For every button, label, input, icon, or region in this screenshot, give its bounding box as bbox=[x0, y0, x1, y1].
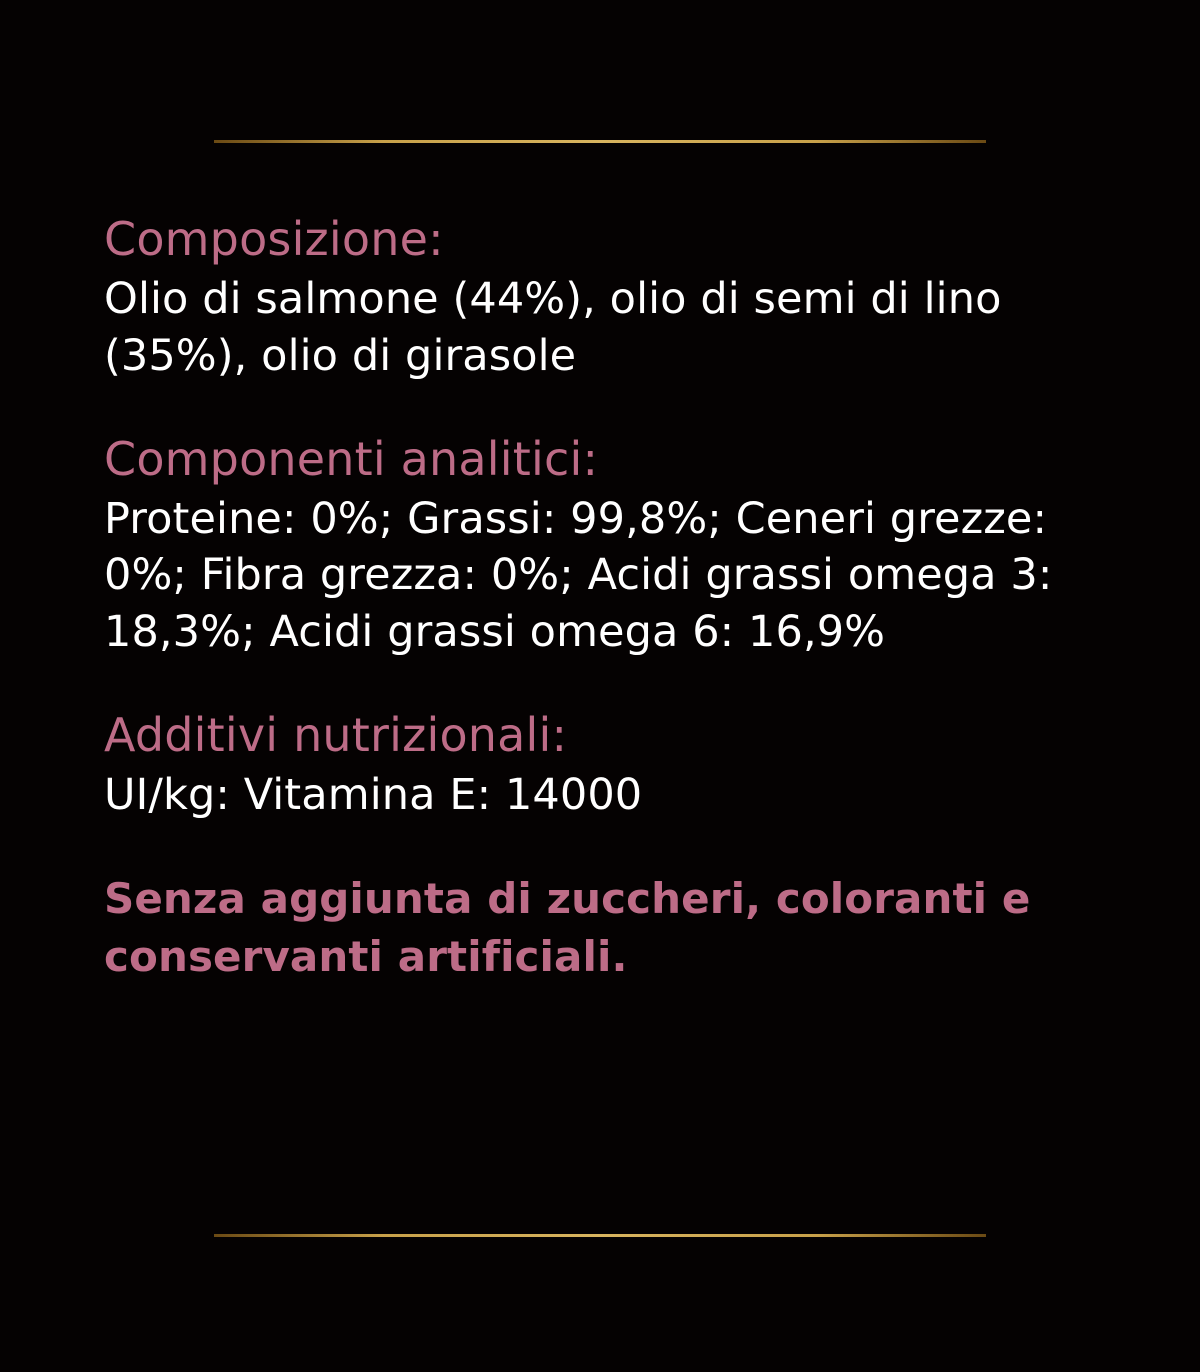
analytical-components-text: Proteine: 0%; Grassi: 99,8%; Ceneri grezze: 0%; Fibra grezza: 0%; Acidi grassi omega 3: 18,3%; Acidi grassi omega 6: 16,9% bbox=[104, 493, 1053, 658]
section-composition bbox=[104, 211, 1096, 385]
nutritional-additives-heading: Additivi nutrizionali: bbox=[104, 707, 568, 762]
composition-text: Olio di salmone (44%), olio di semi di lino (35%), olio di girasole bbox=[104, 274, 1002, 381]
nutritional-additives-text: UI/kg: Vitamina E: 14000 bbox=[104, 770, 643, 821]
label-content bbox=[104, 143, 1096, 986]
bottom-divider-rule bbox=[214, 1234, 986, 1237]
analytical-components-heading: Componenti analitici: bbox=[104, 431, 599, 486]
section-nutritional-additives bbox=[104, 707, 1096, 824]
no-additives-claim: Senza aggiunta di zuccheri, coloranti e conservanti artificiali. bbox=[104, 873, 1031, 981]
section-analytical-components bbox=[104, 431, 1096, 661]
composition-heading: Composizione: bbox=[104, 212, 444, 266]
